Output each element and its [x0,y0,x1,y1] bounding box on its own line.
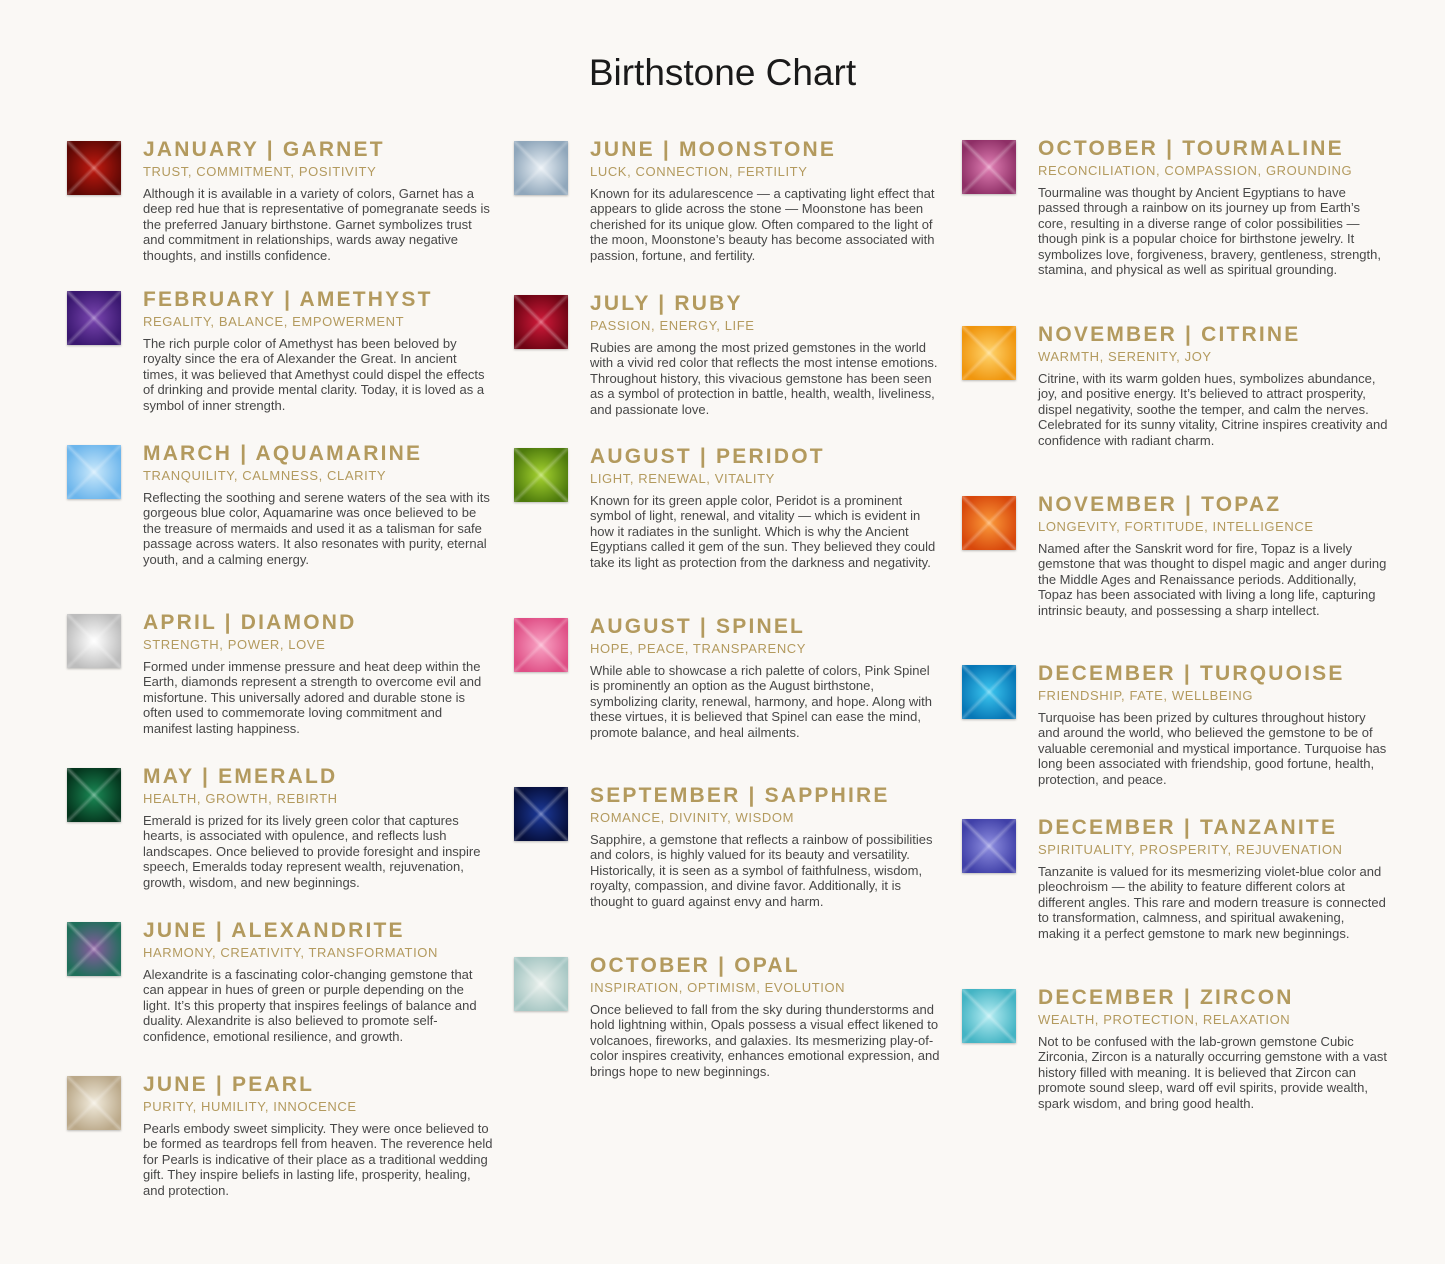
stone-description: Rubies are among the most prized gemstones in the world with a vivid red color that reflects the most intense emotions. Throughout history, this vivacious gemstone has been seen as a symbol of protection in battle, health, wealth, liveliness, and passionate love. [590,340,938,417]
entry-heading [1038,986,1398,1010]
month-label: JANUARY [143,138,259,161]
stone-name: TANZANITE [1199,816,1338,839]
entry-heading [143,611,503,635]
tourmaline-gem-icon [962,140,1016,194]
stone-tags: HEALTH, GROWTH, REBIRTH [143,791,338,806]
month-label: JUNE [143,919,208,942]
turquoise-gem-icon [962,665,1016,719]
entry-heading [143,765,503,789]
separator: | [193,765,219,788]
entry-heading [1038,137,1398,161]
stone-name: TOPAZ [1201,493,1282,516]
stone-name: AQUAMARINE [255,442,423,465]
month-label: OCTOBER [590,954,711,977]
stone-name: ALEXANDRITE [231,919,405,942]
stone-tags: TRANQUILITY, CALMNESS, CLARITY [143,468,387,483]
stone-description: Tourmaline was thought by Ancient Egyptians to have passed through a rainbow on its journey up from Earth’s core, resulting in a diverse range of color possibilities — though pink is a popular choice for birthstone jewelry. It symbolizes love, forgiveness, bravery, gentleness, strength, stamina, and physical as well as spiritual grounding. [1038,185,1381,278]
entry-heading [143,919,503,943]
stone-tags: STRENGTH, POWER, LOVE [143,637,326,652]
stone-name: MOONSTONE [678,138,837,161]
month-label: DECEMBER [1038,662,1176,685]
separator: | [654,138,679,161]
month-label: JUNE [143,1073,208,1096]
entry-heading [590,615,950,639]
stone-name: PERIDOT [716,445,825,468]
moonstone-gem-icon [514,141,568,195]
month-label: NOVEMBER [1038,493,1177,516]
stone-description: Known for its adularescence — a captivating light effect that appears to glide across the stone — Moonstone has been cherished for its unique glow. Often compared to the light of the moon, Moonstone’s beauty has become associated with passion, fortune, and fertility. [590,186,935,263]
stone-tags: LUCK, CONNECTION, FERTILITY [590,164,808,179]
entry-heading [590,292,950,316]
stone-description: Emerald is prized for its lively green color that captures hearts, is associated with opulence, and reflects lush landscapes. Once believed to provide foresight and inspire speech, Emeralds today represent wealth, rejuvenation, growth, wisdom, and new beginnings. [143,813,481,890]
entry-heading [590,138,950,162]
stone-description: Alexandrite is a fascinating color-changing gemstone that can appear in hues of green or purple depending on the light. It’s this property that inspires feelings of balance and duality. Alexandrite is also believed to promote self-confidence, emotional resilience, and growth. [143,967,477,1044]
stone-tags: WEALTH, PROTECTION, RELAXATION [1038,1012,1291,1027]
zircon-gem-icon [962,989,1016,1043]
stone-tags: HOPE, PEACE, TRANSPARENCY [590,641,807,656]
separator: | [691,615,717,638]
month-label: SEPTEMBER [590,784,741,807]
stone-description: Not to be confused with the lab-grown gemstone Cubic Zirconia, Zircon is a naturally occurring gemstone with a vast history filled with meaning. It is believed that Zircon can promote sound sleep, ward off evil spirits, provide wealth, spark wisdom, and bring good health. [1038,1034,1387,1111]
stone-name: TOURMALINE [1182,137,1344,160]
month-label: AUGUST [590,445,692,468]
alexandrite-gem-icon [67,922,121,976]
entry-heading [590,784,950,808]
entry-heading [143,138,503,162]
stone-description: Tanzanite is valued for its mesmerizing violet-blue color and pleochroism — the ability to feature different colors at different angles. This rare and modern treasure is connected to transformation, calmness, and spiritual awakening, making it a perfect gemstone to mark new beginnings. [1038,864,1386,941]
stone-name: OPAL [734,954,800,977]
entry-heading [590,954,950,978]
stone-name: CITRINE [1201,323,1301,346]
entry-heading [590,445,950,469]
month-label: APRIL [143,611,217,634]
separator: | [207,1073,232,1096]
separator: | [207,919,232,942]
separator: | [216,611,241,634]
spinel-gem-icon [514,618,568,672]
stone-tags: INSPIRATION, OPTIMISM, EVOLUTION [590,980,846,995]
stone-name: AMETHYST [299,288,433,311]
stone-tags: REGALITY, BALANCE, EMPOWERMENT [143,314,405,329]
garnet-gem-icon [67,141,121,195]
entry-heading [1038,816,1398,840]
stone-tags: ROMANCE, DIVINITY, WISDOM [590,810,794,825]
stone-description: Reflecting the soothing and serene waters of the sea with its gorgeous blue color, Aquamarine was once believed to be the treasure of mermaids and used it as a talisman for safe passage across waters. It also resonates with purity, eternal youth, and a calming energy. [143,490,490,567]
separator: | [232,442,256,465]
entry-heading [1038,493,1398,517]
stone-tags: HARMONY, CREATIVITY, TRANSFORMATION [143,945,438,960]
separator: | [258,138,283,161]
separator: | [710,954,735,977]
stone-description: Turquoise has been prized by cultures throughout history and around the world, who believed the gemstone to be of valuable ceremonial and mystical importance. Turquoise has long been associated with friendship, good fortune, health, protection, and peace. [1038,710,1387,787]
stone-name: TURQUOISE [1199,662,1345,685]
month-label: FEBRUARY [143,288,277,311]
separator: | [650,292,675,315]
stone-description: Although it is available in a variety of colors, Garnet has a deep red hue that is representative of pomegranate seeds is the preferred January birthstone. Garnet symbolizes trust and commitment in relationships, wards away negative thoughts, and instills confidence. [143,186,490,263]
entry-heading [143,442,503,466]
separator: | [1176,323,1202,346]
month-label: OCTOBER [1038,137,1159,160]
entry-heading [143,288,503,312]
separator: | [691,445,717,468]
month-label: AUGUST [590,615,692,638]
stone-description: Pearls embody sweet simplicity. They were once believed to be formed as teardrops fell from heaven. The reverence held for Pearls is indicative of their place as a traditional wedding gift. They inspire beliefs in lasting life, prosperity, healing, and protection. [143,1121,493,1198]
opal-gem-icon [514,957,568,1011]
stone-description: Once believed to fall from the sky during thunderstorms and hold lightning within, Opals possess a visual effect likened to volcanoes, fireworks, and galaxies. Its mesmerizing play-of-color inspires creativity, enhances emotional expression, and brings hope to new beginnings. [590,1002,940,1079]
stone-name: ZIRCON [1199,986,1294,1009]
entry-heading [1038,323,1398,347]
stone-description: Citrine, with its warm golden hues, symbolizes abundance, joy, and positive energy. It’s believed to attract prosperity, dispel negativity, soothe the temper, and calm the nerves. Celebrated for its sunny vitality, Citrine inspires creativity and confidence with radiant charm. [1038,371,1388,448]
stone-tags: SPIRITUALITY, PROSPERITY, REJUVENATION [1038,842,1343,857]
sapphire-gem-icon [514,787,568,841]
separator: | [1175,986,1200,1009]
month-label: MARCH [143,442,233,465]
separator: | [1175,816,1200,839]
stone-description: While able to showcase a rich palette of colors, Pink Spinel is prominently an option as the August birthstone, symbolizing clarity, renewal, harmony, and hope. Along with these virtues, it is believed that Spinel can ease the mind, promote balance, and heal ailments. [590,663,933,740]
peridot-gem-icon [514,448,568,502]
amethyst-gem-icon [67,291,121,345]
month-label: DECEMBER [1038,816,1176,839]
separator: | [276,288,300,311]
stone-tags: LONGEVITY, FORTITUDE, INTELLIGENCE [1038,519,1314,534]
separator: | [1176,493,1202,516]
stone-name: DIAMOND [240,611,357,634]
emerald-gem-icon [67,768,121,822]
stone-name: EMERALD [218,765,338,788]
month-label: MAY [143,765,194,788]
entry-heading [1038,662,1398,686]
stone-tags: TRUST, COMMITMENT, POSITIVITY [143,164,377,179]
stone-description: Named after the Sanskrit word for fire, Topaz is a lively gemstone that was thought to dispel magic and anger during the Middle Ages and Renaissance periods. Additionally, Topaz has been associated with living a long life, capturing intrinsic beauty, and possessing a sharp intellect. [1038,541,1387,618]
separator: | [1175,662,1200,685]
stone-name: GARNET [282,138,385,161]
ruby-gem-icon [514,295,568,349]
stone-tags: PASSION, ENERGY, LIFE [590,318,755,333]
page-title: Birthstone Chart [588,52,857,93]
stone-tags: WARMTH, SERENITY, JOY [1038,349,1212,364]
stone-name: RUBY [674,292,743,315]
month-label: NOVEMBER [1038,323,1177,346]
separator: | [1158,137,1183,160]
aquamarine-gem-icon [67,445,121,499]
stone-tags: PURITY, HUMILITY, INNOCENCE [143,1099,357,1114]
month-label: DECEMBER [1038,986,1176,1009]
stone-description: Formed under immense pressure and heat deep within the Earth, diamonds represent a strength to overcome evil and misfortune. This universally adored and durable stone is often used to commemorate loving commitment and manifest lasting happiness. [143,659,482,736]
stone-name: PEARL [231,1073,315,1096]
stone-name: SAPPHIRE [764,784,890,807]
pearl-gem-icon [67,1076,121,1130]
diamond-gem-icon [67,614,121,668]
topaz-gem-icon [962,496,1016,550]
stone-tags: LIGHT, RENEWAL, VITALITY [590,471,775,486]
tanzanite-gem-icon [962,819,1016,873]
stone-description: The rich purple color of Amethyst has been beloved by royalty since the era of Alexander the Great. In ancient times, it was believed that Amethyst could dispel the effects of drinking and provide mental clarity. Today, it is loved as a symbol of inner strength. [143,336,485,413]
stone-description: Known for its green apple color, Peridot is a prominent symbol of light, renewal, and vitality — which is evident in how it radiates in the sunlight. Which is why the Ancient Egyptians called it gem of the sun. They believed they could take its light as protection from the darkness and negativity. [590,493,936,570]
stone-tags: FRIENDSHIP, FATE, WELLBEING [1038,688,1254,703]
stone-tags: RECONCILIATION, COMPASSION, GROUNDING [1038,163,1353,178]
stone-description: Sapphire, a gemstone that reflects a rainbow of possibilities and colors, is highly valued for its beauty and versatility. Historically, it is seen as a symbol of faithfulness, wisdom, royalty, compassion, and divine favor. Additionally, it is thought to guard against envy and harm. [590,832,933,909]
separator: | [740,784,765,807]
citrine-gem-icon [962,326,1016,380]
entry-heading [143,1073,503,1097]
month-label: JULY [590,292,651,315]
stone-name: SPINEL [716,615,806,638]
month-label: JUNE [590,138,655,161]
